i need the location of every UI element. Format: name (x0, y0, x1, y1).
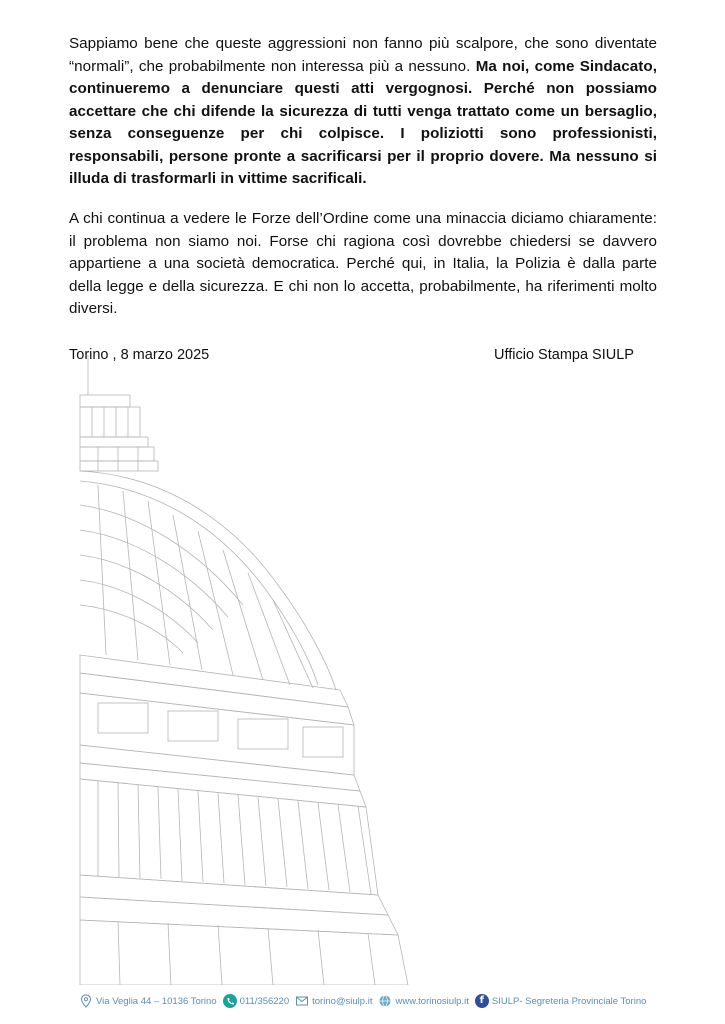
paragraph-1 (69, 33, 657, 191)
footer-phone-text: 011/356220 (239, 995, 290, 1007)
footer-email-text: torino@siulp.it (312, 995, 373, 1007)
mail-icon (295, 994, 309, 1008)
phone-icon (223, 994, 237, 1008)
paragraph-1-plain: Sappiamo bene che queste aggressioni non fanno più scalpore, che sono diventate “normali”, che probabilmente non interessa più a nessuno. (69, 35, 657, 75)
footer-website-text: www.torinosiulp.it (395, 995, 469, 1007)
paragraph-2: A chi continua a vedere le Forze dell’Ordine come una minaccia diciamo chiaramente: il problema non siamo noi. Forse chi ragiona così dovrebbe chiedersi se davvero appartiene a una società democratica. Perché qui, in Italia, la Polizia è dalla parte della legge e della sicurezza. E chi non lo accetta, probabilmente, ha riferimenti molto diversi. (69, 210, 657, 317)
footer-facebook[interactable] (475, 994, 647, 1008)
globe-icon (378, 994, 392, 1008)
signature: Ufficio Stampa SIULP (494, 347, 634, 363)
footer-website[interactable] (378, 994, 468, 1008)
footer-phone[interactable] (223, 994, 290, 1008)
paragraph-1-bold: Ma noi, come Sindacato, continueremo a denunciare questi atti vergognosi. Perché non possiamo accettare che chi difende la sicurezza di tutti venga trattato come un bersaglio, senza conseguenze per chi colpisce. I poliziotti sono professionisti, responsabili, persone pronte a sacrificarsi per il proprio dovere. Ma nessuno si illuda di trasformarli in vittime sacrificali. (69, 57, 657, 187)
footer-email[interactable] (295, 994, 372, 1008)
facebook-icon: f (475, 994, 489, 1008)
footer-facebook-text: SIULP- Segreteria Provinciale Torino (491, 995, 647, 1007)
place-date: Torino , 8 marzo 2025 (69, 347, 210, 363)
footer-contacts (79, 990, 679, 1012)
footer-address-text: Via Veglia 44 – 10136 Torino (96, 995, 217, 1007)
footer-address (79, 994, 217, 1008)
mole-antonelliana-dome-icon (78, 355, 418, 985)
map-pin-icon (79, 994, 93, 1008)
